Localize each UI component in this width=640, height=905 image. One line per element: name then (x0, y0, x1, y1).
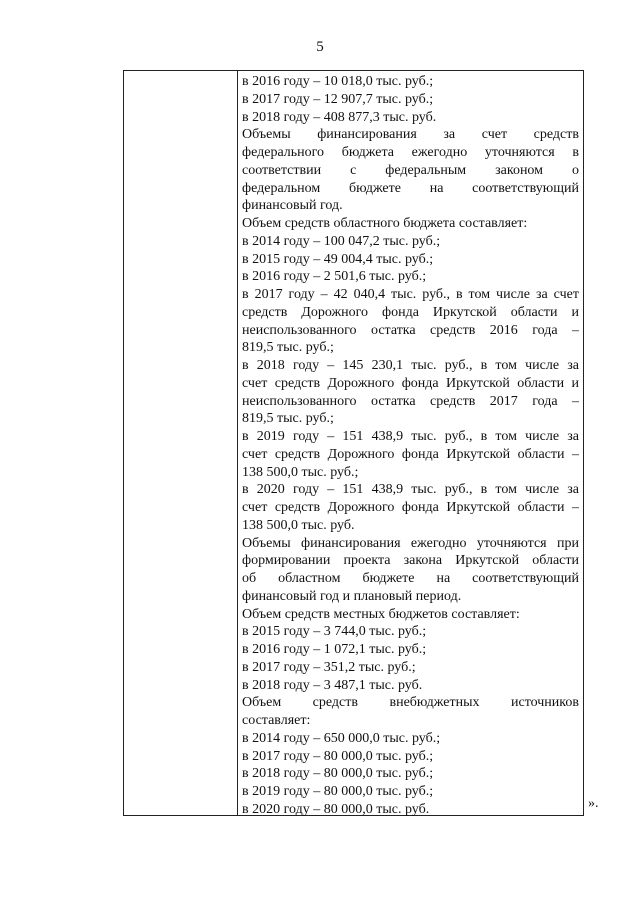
text-line: неиспользованного остатка средств 2016 года – (242, 322, 579, 338)
text-line: в 2020 году – 80 000,0 тыс. руб. (242, 801, 430, 817)
text-line: в 2018 году – 145 230,1 тыс. руб., в том числе за (242, 358, 579, 373)
text-line: финансовый год. (242, 198, 343, 214)
text-line: об областном бюджете на соответствующий (242, 571, 579, 586)
text-line: Объем средств местных бюджетов составляет: (242, 606, 520, 622)
text-line: в 2018 году – 408 877,3 тыс. руб. (242, 109, 437, 125)
text-line: в 2015 году – 3 744,0 тыс. руб.; (242, 624, 427, 640)
text-line: 138 500,0 тыс. руб.; (242, 464, 359, 480)
text-line: в 2017 году – 351,2 тыс. руб.; (242, 659, 416, 675)
text-line: счет средств Дорожного фонда Иркутской области и (242, 375, 579, 391)
text-line: 819,5 тыс. руб.; (242, 411, 334, 427)
text-line: в 2017 году – 42 040,4 тыс. руб., в том числе за счет (242, 287, 579, 302)
text-line: в 2014 году – 650 000,0 тыс. руб.; (242, 730, 441, 746)
table-right-cell (238, 71, 583, 815)
text-line: составляет: (242, 713, 311, 728)
text-line: счет средств Дорожного фонда Иркутской области – (242, 500, 579, 515)
text-line: в 2020 году – 151 438,9 тыс. руб., в том числе за (242, 482, 579, 498)
text-line: в 2019 году – 80 000,0 тыс. руб.; (242, 784, 434, 799)
text-line: в 2015 году – 49 004,4 тыс. руб.; (242, 251, 434, 267)
text-line: Объем средств внебюджетных источников (242, 695, 579, 711)
closing-quote-mark: ». (588, 796, 599, 811)
text-line: формировании проекта закона Иркутской области (242, 553, 579, 569)
text-line: 138 500,0 тыс. руб. (242, 517, 355, 533)
table-left-cell (124, 71, 238, 815)
text-line: в 2014 году – 100 047,2 тыс. руб.; (242, 233, 441, 249)
text-line: в 2016 году – 10 018,0 тыс. руб.; (242, 74, 434, 89)
text-line: соответствии с федеральным законом о (242, 162, 579, 178)
text-line: в 2017 году – 12 907,7 тыс. руб.; (242, 91, 434, 107)
text-line: 819,5 тыс. руб.; (242, 340, 334, 356)
text-line: федеральном бюджете на соответствующий (242, 180, 579, 196)
text-line: в 2017 году – 80 000,0 тыс. руб.; (242, 748, 434, 764)
text-line: Объем средств областного бюджета составляет: (242, 216, 528, 231)
text-line: Объемы финансирования за счет средств (242, 127, 579, 143)
text-line: в 2019 году – 151 438,9 тыс. руб., в том числе за (242, 429, 579, 444)
text-line: федерального бюджета ежегодно уточняются в (242, 145, 579, 160)
text-line: средств Дорожного фонда Иркутской области и (242, 304, 579, 320)
text-line: в 2018 году – 80 000,0 тыс. руб.; (242, 766, 434, 782)
text-line: финансовый год и плановый период. (242, 588, 462, 604)
text-line: Объемы финансирования ежегодно уточняются при (242, 535, 579, 551)
text-line: счет средств Дорожного фонда Иркутской области – (242, 446, 579, 462)
text-line: в 2016 году – 1 072,1 тыс. руб.; (242, 642, 427, 657)
text-line: в 2016 году – 2 501,6 тыс. руб.; (242, 269, 427, 285)
text-line: в 2018 году – 3 487,1 тыс. руб. (242, 677, 423, 693)
page-number: 5 (316, 39, 324, 55)
funding-table (123, 70, 584, 816)
text-line: неиспользованного остатка средств 2017 года – (242, 393, 579, 409)
